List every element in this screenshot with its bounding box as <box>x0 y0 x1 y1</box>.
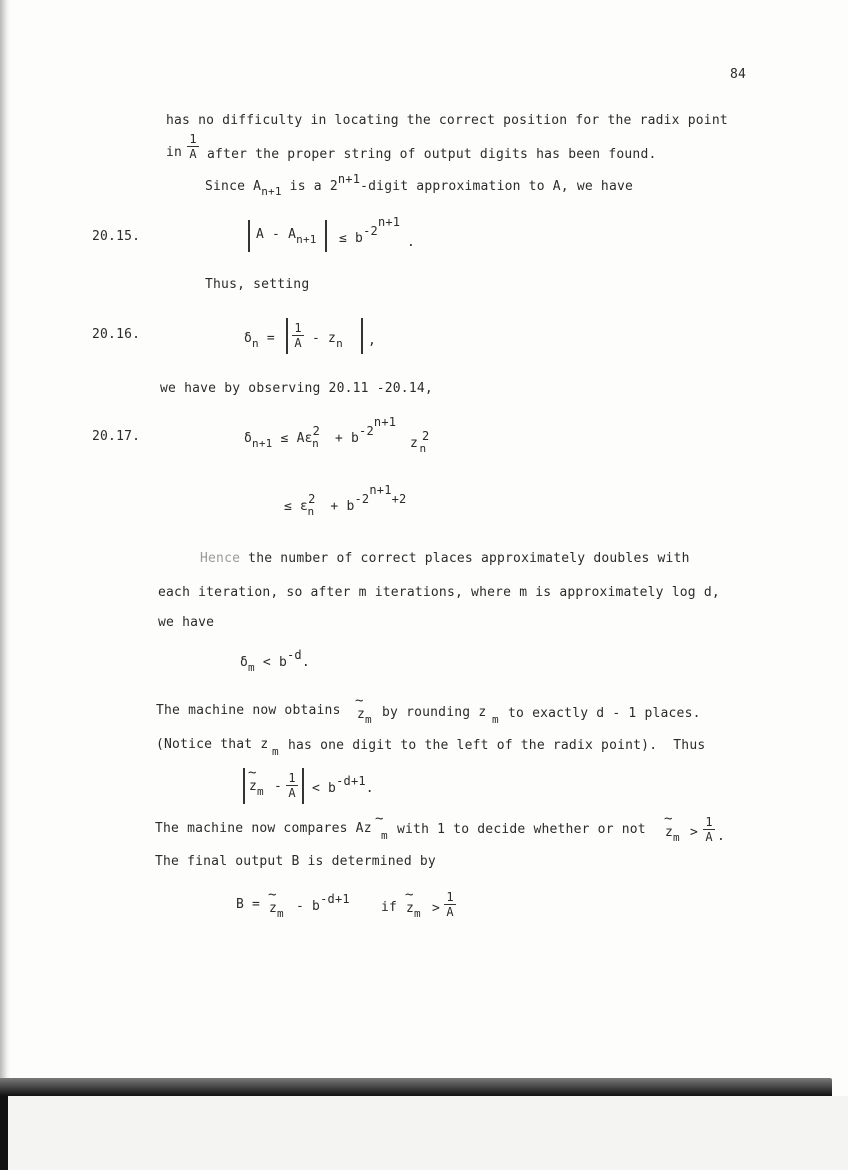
fraction-1-over-A-final <box>444 891 456 918</box>
notice-end: has one digit to the left of the radix point). Thus <box>288 738 706 753</box>
minus-b <box>296 892 350 914</box>
thus-setting: Thus, setting <box>205 277 310 292</box>
is-a-2-sup: n+1 <box>337 172 361 186</box>
eq15-rhs <box>339 215 401 246</box>
equation-label-20-16: 20.16. <box>92 327 141 342</box>
z-char: z <box>269 901 278 916</box>
is-a-2: is a 2 <box>281 179 338 194</box>
scanner-bed <box>0 1096 848 1170</box>
b-equals: B = <box>236 897 261 912</box>
minus-b-text: - b <box>296 899 321 914</box>
abs-bar-left-zm <box>243 768 245 804</box>
since-a: Since A <box>205 179 262 194</box>
compares-start: The machine now compares Az <box>155 821 372 836</box>
eq17b-b-sup: -2 <box>354 492 370 506</box>
eq17-b-supsup: n+1 <box>373 415 397 429</box>
text-line-2-end: after the proper string of output digits has been found. <box>207 147 657 162</box>
denominator: A <box>189 147 197 161</box>
eq17-line-2 <box>284 483 407 518</box>
hence-word: Hence <box>200 551 241 566</box>
zm-abs <box>249 779 264 798</box>
lt-b: < b <box>262 655 287 670</box>
fraction-1-over-A-cmp <box>703 816 715 843</box>
z-sub: m <box>365 713 372 726</box>
lt-b-d1 <box>312 774 374 796</box>
denominator: A <box>705 830 713 844</box>
denominator: A <box>288 786 296 800</box>
eq17-eps-sub: n <box>312 437 319 450</box>
fraction-1-over-A-abs <box>286 772 298 799</box>
denominator: A <box>446 905 454 919</box>
eq17-z-sub: n <box>419 442 427 455</box>
z-sub: m <box>257 785 264 798</box>
eq15-lhs <box>256 227 317 246</box>
eq17-plus-b: + b <box>334 431 360 446</box>
observing-line: we have by observing 20.11 -20.14, <box>160 381 433 396</box>
text-line-1: has no difficulty in locating the correct position for the radix point <box>166 113 728 128</box>
notice-z-sub: m <box>272 745 279 758</box>
page-left-shadow <box>0 0 10 1080</box>
period: . <box>301 655 310 670</box>
eq17-z-sup: 2 <box>422 429 430 443</box>
eq16-minus-z <box>312 331 343 350</box>
digit-approx: -digit approximation to A, we have <box>360 179 634 194</box>
z-sub: m <box>277 907 284 920</box>
delta-m-sub: m <box>248 661 255 674</box>
minus-d-sup: -d <box>286 648 302 662</box>
notice-start: (Notice that z <box>156 737 269 752</box>
delta-m: δ <box>240 655 249 670</box>
eq17-delta: δ <box>244 431 253 446</box>
compares-z-sub: m <box>381 829 388 842</box>
eq16-z-sub: n <box>336 337 343 350</box>
eq17b-eps-sup: 2 <box>308 492 316 506</box>
eq17b-plus2: +2 <box>391 492 407 506</box>
eq15-period: . <box>407 235 416 250</box>
page-bottom-shadow <box>0 1078 832 1096</box>
equation-label-20-17: 20.17. <box>92 429 141 444</box>
denominator: A <box>294 336 302 350</box>
by-rounding: by rounding z <box>382 705 487 720</box>
tilde-mark: ~ <box>664 811 673 827</box>
if-zm <box>406 901 421 920</box>
page-number: 84 <box>730 67 747 82</box>
abs-bar-right <box>325 220 327 252</box>
we-have-line: we have <box>158 615 215 630</box>
eq15-b: ≤ b <box>339 231 364 246</box>
abs-minus: - <box>274 779 283 794</box>
z-char: z <box>357 707 366 722</box>
compares-zm <box>665 825 680 844</box>
numerator: 1 <box>446 890 454 904</box>
hence-rest: the number of correct places approximately doubles with <box>240 551 690 566</box>
eq17-line-1 <box>244 415 397 450</box>
each-iteration-line: each iteration, so after m iterations, where m is approximately log d, <box>158 585 720 600</box>
b-zm <box>269 901 284 920</box>
minus-d1: -d+1 <box>336 774 366 788</box>
tilde-mark: ~ <box>248 765 257 781</box>
numerator: 1 <box>294 321 302 335</box>
z-char: z <box>665 825 674 840</box>
delta-m-inequality <box>240 648 310 674</box>
eq17b-le-eps: ≤ ε <box>284 499 309 514</box>
gt-sign: > <box>690 825 699 840</box>
eq17-z <box>410 429 432 455</box>
eq16-delta-sub: n <box>252 337 259 350</box>
numerator: 1 <box>705 815 713 829</box>
tilde-mark: ~ <box>268 887 277 903</box>
scanner-edge <box>0 1096 8 1170</box>
machine-obtains: The machine now obtains <box>156 703 341 718</box>
tilde-mark: ~ <box>355 693 364 709</box>
gt-sign-2: > <box>432 901 441 916</box>
text-line-3 <box>205 172 634 198</box>
eq16-equals: = <box>258 331 275 346</box>
eq16-lhs <box>244 331 275 350</box>
eq17b-b-supsup: n+1 <box>369 483 392 497</box>
tilde-mark: ~ <box>375 811 384 827</box>
if-word: if <box>381 900 398 915</box>
eq17-b-sup: -2 <box>359 424 374 438</box>
z-sub: m <box>673 831 680 844</box>
final-output: The final output B is determined by <box>155 854 436 869</box>
eq15-sub: n+1 <box>296 233 317 246</box>
eq16-comma: , <box>368 333 377 348</box>
text-line-2-start: in <box>166 145 183 160</box>
z-sub: m <box>414 907 421 920</box>
eq17b-plus-b: + b <box>330 499 355 514</box>
compares-mid: with 1 to decide whether or not <box>397 822 646 837</box>
eq15-supsup: n+1 <box>377 215 401 229</box>
z-sub-m: m <box>492 713 499 726</box>
eq17-z-char: z <box>410 436 419 451</box>
minus-b-sup: -d+1 <box>320 892 350 906</box>
eq15-a: A - A <box>256 227 297 242</box>
hence-line <box>200 552 690 565</box>
equation-label-20-15: 20.15. <box>92 229 141 244</box>
eq17-eps-sup: 2 <box>312 424 321 438</box>
eq17-le-a-eps: ≤ Aε <box>280 431 313 446</box>
since-a-sub: n+1 <box>261 185 282 198</box>
abs-bar-left <box>248 220 250 252</box>
abs-bar-right-zm <box>302 768 304 804</box>
z-tilde-m <box>357 707 372 726</box>
fraction-1-over-A-16 <box>292 322 304 349</box>
lt-b2: < b <box>312 781 337 796</box>
eq16-delta: δ <box>244 331 253 346</box>
numerator: 1 <box>189 132 197 146</box>
eq17b-eps-sub: n <box>307 505 315 518</box>
period: . <box>717 829 726 844</box>
abs-bar-left-16 <box>286 318 288 354</box>
numerator: 1 <box>288 771 296 785</box>
to-exactly: to exactly d - 1 places. <box>508 706 701 721</box>
z-char: z <box>249 779 258 794</box>
tilde-mark: ~ <box>405 887 414 903</box>
eq15-sup: -2 <box>363 224 378 238</box>
period: . <box>365 781 374 796</box>
eq16-minus: - z <box>312 331 337 346</box>
abs-bar-right-16 <box>361 318 363 354</box>
z-char: z <box>406 901 415 916</box>
fraction-1-over-A <box>187 133 199 160</box>
eq17-delta-sub: n+1 <box>252 437 273 450</box>
